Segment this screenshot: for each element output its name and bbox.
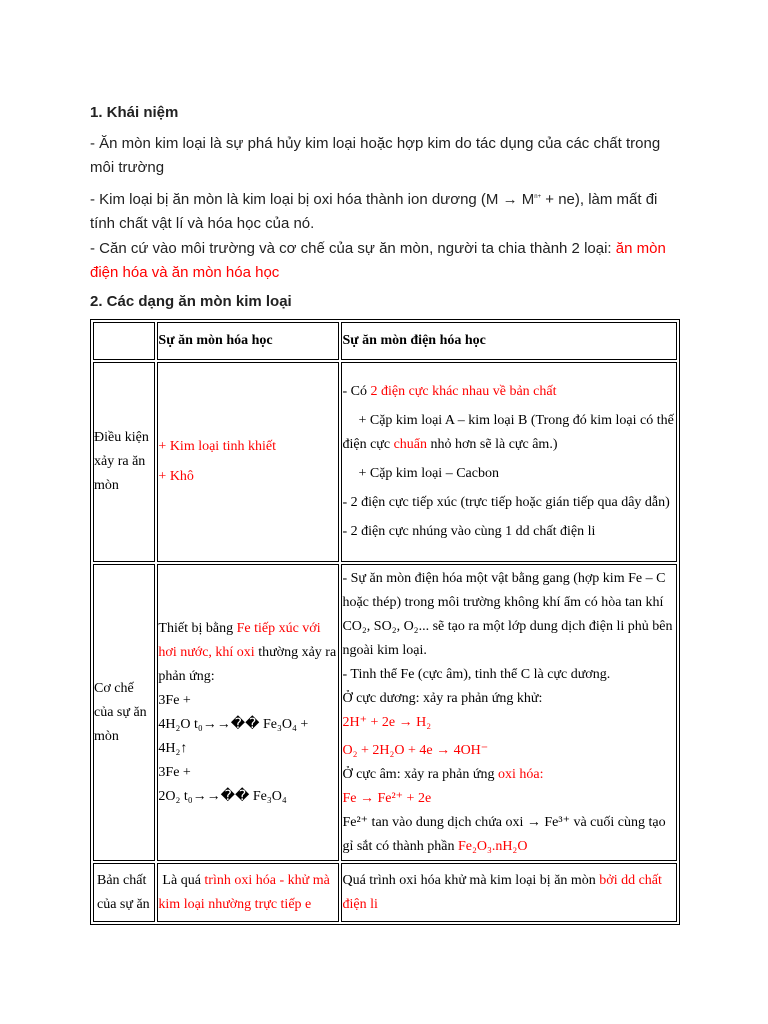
mechanism-elec-eq-1: 2H⁺ + 2e → H₂ [342,714,432,730]
condition-elec-line-2: + Cặp kim loại A – kim loại B (Trong đó kim loại có thế điện cực chuẩn nhỏ hơn sẽ là cực âm.) [342,413,674,452]
table-header-row [93,322,677,360]
table-row-condition [93,362,677,562]
header-cell-empty [93,322,155,360]
condition-electrochemical-cell [341,362,677,562]
mechanism-chem-eq2-a: 3Fe + [158,764,191,780]
mechanism-chem-eq1-b: 4H₂O t₀→→�� Fe₃O₄ + [158,716,309,732]
row-label-condition: Điều kiện xảy ra ăn mòn [93,362,155,562]
section-1-heading: 1. Khái niệm [90,104,179,121]
paragraph-2-superscript: n+ [534,194,542,200]
mechanism-elec-line-4: Ở cực âm: xảy ra phản ứng oxi hóa: [342,766,544,782]
paragraph-2-start: - Kim loại bị ăn mòn là kim loại bị oxi hóa thành ion dương (M → M [90,191,535,208]
condition-elec-line-3: + Cặp kim loại – Cacbon [358,466,499,481]
row-label-mechanism: Cơ chế của sự ăn mòn [93,564,155,861]
header-cell-chemical: Sự ăn mòn hóa học [157,322,339,360]
paragraph-2-end: + ne), làm mất đi tính chất vật lí và hóa học của nó. [90,191,658,232]
condition-elec-line-5: - 2 điện cực nhúng vào cùng 1 dd chất điện li [342,524,596,539]
mechanism-elec-line-2: - Tinh thể Fe (cực âm), tinh thể C là cực dương. [342,666,611,682]
condition-chemical-line-1: + Kim loại tinh khiết [158,439,276,454]
mechanism-chemical-cell [157,564,339,861]
mechanism-chem-eq1-c: 4H₂↑ [158,740,188,756]
mechanism-electrochemical-cell [341,564,677,861]
mechanism-elec-line-3: Ở cực dương: xảy ra phản ứng khử: [342,690,543,706]
row-label-nature: Bản chất của sự ăn [93,863,155,922]
definition-paragraph-1: - Ăn mòn kim loại là sự phá hủy kim loại hoặc hợp kim do tác dụng của các chất trong môi trường [90,135,661,176]
mechanism-elec-line-5: Fe²⁺ tan vào dung dịch chứa oxi → Fe³⁺ và cuối cùng tạo gỉ sắt có thành phần Fe₂O₃.nH₂O [342,814,666,854]
paragraph-3-start: - Căn cứ vào môi trường và cơ chế của sự ăn mòn, người ta chia thành 2 loại: [90,240,616,257]
nature-chemical-cell: Là quá trình oxi hóa - khử mà kim loại nhường trực tiếp e [157,863,339,922]
section-2-heading: 2. Các dạng ăn mòn kim loại [90,293,292,310]
mechanism-chem-intro: Thiết bị bằng Fe tiếp xúc với hơi nước, khí oxi thường xảy ra phản ứng: [158,620,337,684]
definition-paragraph-3 [90,237,680,285]
mechanism-chem-eq2-b: 2O₂ t₀→→�� Fe₃O₄ [158,788,287,804]
mechanism-elec-eq-3: Fe → Fe²⁺ + 2e [342,790,432,806]
mechanism-elec-eq-2: O₂ + 2H₂O + 4e → 4OH⁻ [342,742,489,758]
condition-elec-line-1: - Có 2 điện cực khác nhau về bản chất [342,384,557,399]
table-row-mechanism [93,564,677,861]
table-row-nature [93,863,677,922]
header-cell-electrochemical: Sự ăn mòn điện hóa học [341,322,677,360]
mechanism-chem-eq1-a: 3Fe + [158,692,191,708]
paragraph-3-highlight: ăn mòn điện hóa và ăn mòn hóa học [90,240,666,281]
condition-chemical-cell [157,362,339,562]
definition-paragraph-2 [90,185,680,236]
condition-chemical-line-2: + Khô [158,469,194,484]
corrosion-comparison-table [90,319,680,925]
condition-elec-line-4: - 2 điện cực tiếp xúc (trực tiếp hoặc gián tiếp qua dây dẫn) [342,495,670,510]
mechanism-elec-line-1: - Sự ăn mòn điện hóa một vật bằng gang (hợp kim Fe – C hoặc thép) trong môi trường không khí ẩm có hòa tan khí CO₂, SO₂, O₂... sẽ tạo ra một lớp dung dịch điện li phủ bên ngoài kim loại. [342,570,673,658]
nature-electrochemical-cell: Quá trình oxi hóa khử mà kim loại bị ăn mòn bởi dd chất điện li [341,863,677,922]
